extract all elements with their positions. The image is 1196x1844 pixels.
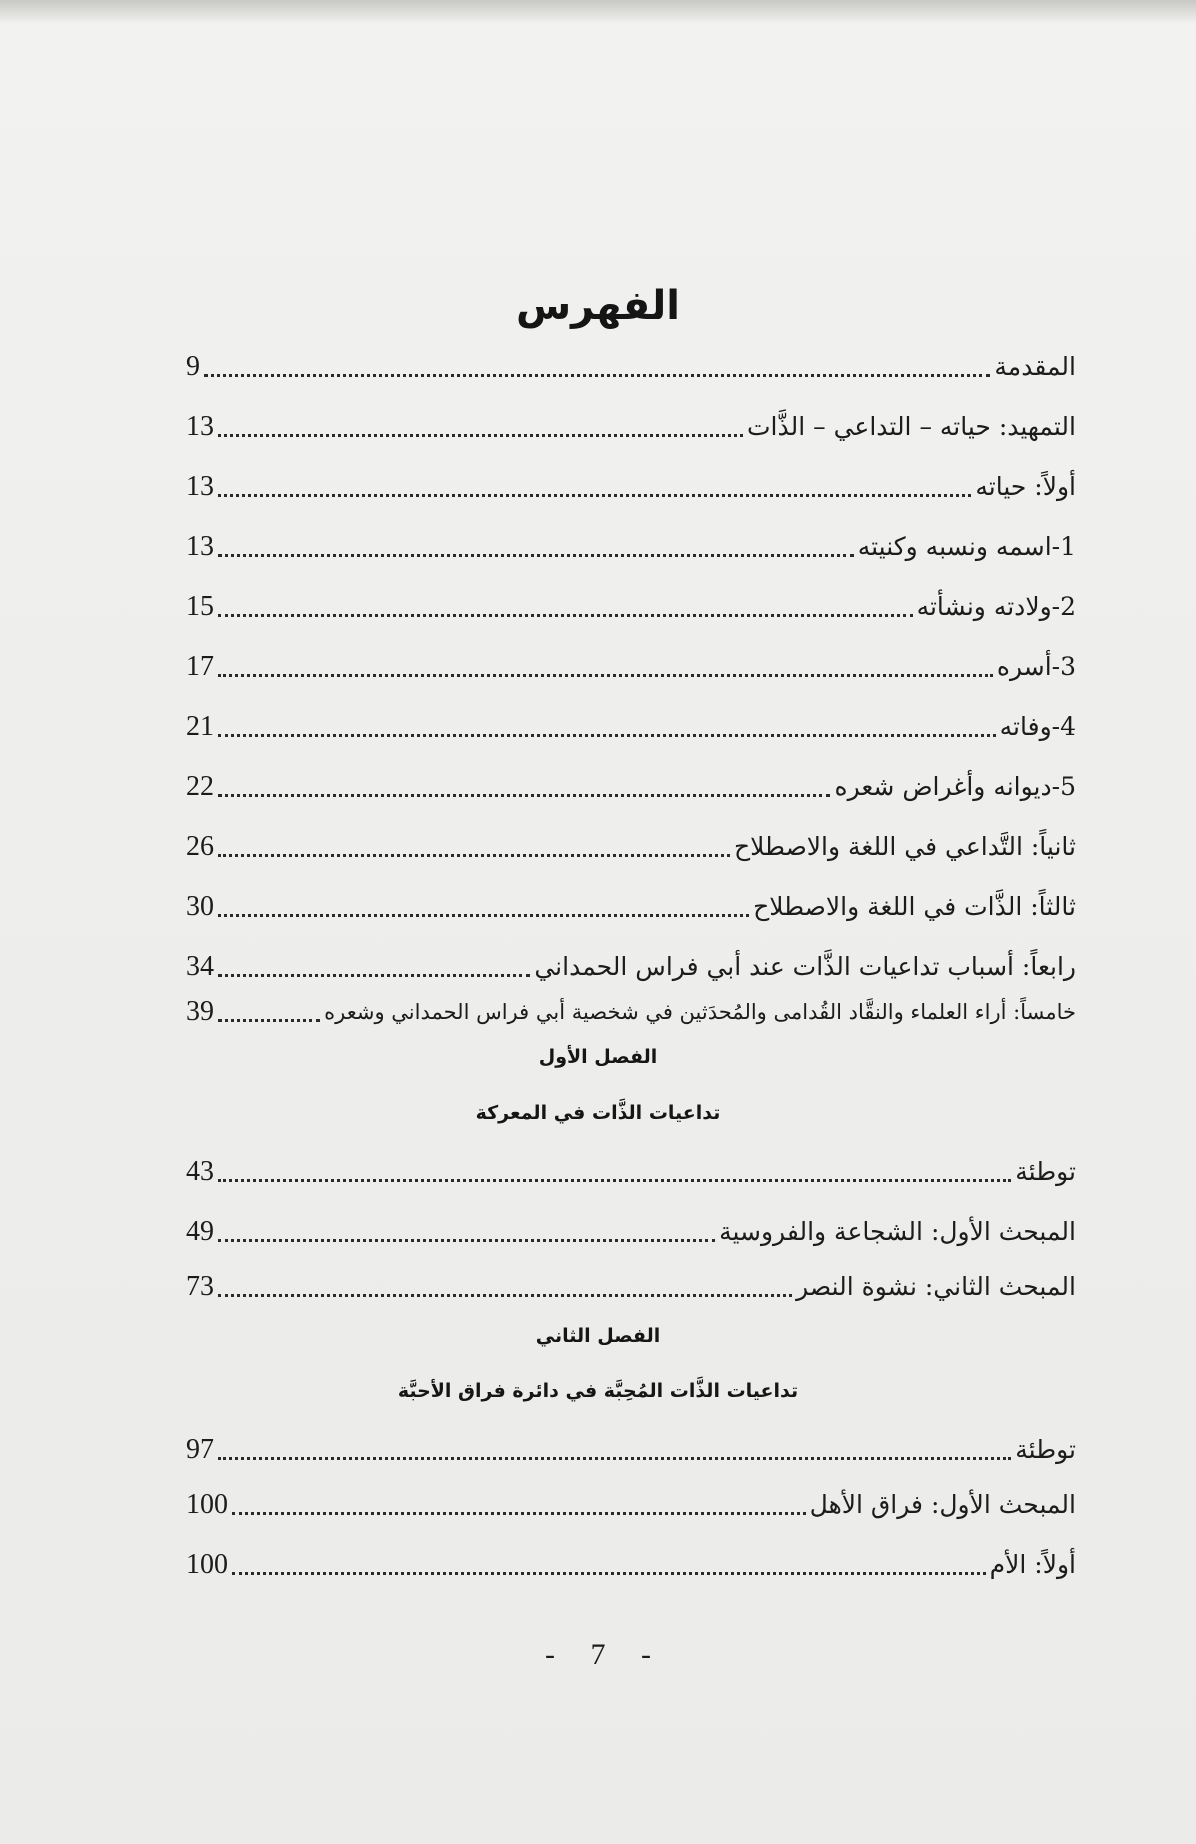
entry-title: التمهيد: حياته – التداعي – الذَّات [747, 412, 1076, 441]
entry-page: 100 [186, 1549, 228, 1580]
dot-leader [218, 493, 971, 497]
dot-leader [218, 1018, 320, 1022]
chapter-heading: الفصل الأول [538, 1046, 658, 1068]
entry-title: 5-ديوانه وأغراض شعره [834, 772, 1076, 801]
toc-entry[interactable] [186, 1210, 1076, 1250]
entry-page: 49 [186, 1216, 214, 1247]
entry-page: 17 [186, 651, 214, 682]
entry-title: المبحث الأول: فراق الأهل [809, 1490, 1076, 1519]
toc-entry[interactable] [186, 885, 1076, 925]
toc-entry[interactable] [186, 765, 1076, 805]
page-top-shadow [0, 0, 1196, 24]
entry-title: 4-وفاته [999, 712, 1076, 741]
entry-title: ثالثاً: الذَّات في اللغة والاصطلاح [753, 892, 1076, 921]
toc-entry[interactable] [186, 705, 1076, 745]
entry-title: 2-ولادته ونشأته [916, 592, 1076, 621]
entry-title: أولاً: حياته [975, 472, 1076, 501]
entry-title: توطئة [1015, 1435, 1076, 1464]
dot-leader [218, 1238, 715, 1242]
toc-entry[interactable] [186, 585, 1076, 625]
dot-leader [218, 673, 993, 677]
dot-leader [218, 433, 743, 437]
entry-title: خامساً: أراء العلماء والنقَّاد القُدامى والمُحدَثين في شخصية أبي فراس الحمداني وشعره [324, 1000, 1076, 1024]
entry-page: 100 [186, 1489, 228, 1520]
dot-leader [218, 1293, 792, 1297]
toc-entry[interactable] [186, 525, 1076, 565]
page-number: - 7 - [545, 1638, 651, 1671]
toc-entry[interactable] [186, 1543, 1076, 1583]
dot-leader [218, 853, 730, 857]
dot-leader [218, 973, 530, 977]
entry-page: 26 [186, 831, 214, 862]
entry-title: المبحث الأول: الشجاعة والفروسية [719, 1217, 1076, 1246]
entry-title: 3-أسره [996, 652, 1076, 681]
toc-entry[interactable] [186, 990, 1076, 1030]
dot-leader [218, 1456, 1011, 1460]
entry-page: 39 [186, 996, 214, 1027]
entry-title: أولاً: الأم [989, 1550, 1076, 1579]
entry-title: رابعاً: أسباب تداعيات الذَّات عند أبي فراس الحمداني [534, 952, 1076, 981]
entry-page: 13 [186, 411, 214, 442]
entry-page: 15 [186, 591, 214, 622]
dot-leader [218, 793, 830, 797]
chapter-title: تداعيات الذَّات في المعركة [475, 1102, 721, 1124]
entry-page: 73 [186, 1271, 214, 1302]
chapter-title: تداعيات الذَّات المُحِبَّة في دائرة فراق الأحبَّة [397, 1380, 799, 1402]
dot-leader [218, 913, 749, 917]
toc-entry[interactable] [186, 1150, 1076, 1190]
toc-entry[interactable] [186, 465, 1076, 505]
toc-entry[interactable] [186, 945, 1076, 985]
dot-leader [232, 1571, 986, 1575]
entry-title: 1-اسمه ونسبه وكنيته [857, 532, 1076, 561]
dot-leader [218, 553, 854, 557]
entry-page: 21 [186, 711, 214, 742]
toc-entry[interactable] [186, 405, 1076, 445]
dot-leader [218, 613, 913, 617]
toc-entry[interactable] [186, 1428, 1076, 1468]
toc-entry[interactable] [186, 825, 1076, 865]
dot-leader [204, 373, 990, 377]
entry-page: 30 [186, 891, 214, 922]
entry-page: 13 [186, 531, 214, 562]
entry-page: 34 [186, 951, 214, 982]
entry-title: المبحث الثاني: نشوة النصر [796, 1272, 1076, 1301]
toc-entry[interactable] [186, 645, 1076, 685]
toc-title: الفهرس [515, 283, 680, 329]
dot-leader [218, 733, 996, 737]
entry-title: المقدمة [994, 352, 1076, 381]
entry-title: توطئة [1015, 1157, 1076, 1186]
entry-page: 13 [186, 471, 214, 502]
chapter-heading: الفصل الثاني [535, 1325, 661, 1347]
entry-title: ثانياً: التَّداعي في اللغة والاصطلاح [734, 832, 1076, 861]
entry-page: 22 [186, 771, 214, 802]
entry-page: 97 [186, 1434, 214, 1465]
toc-entry[interactable] [186, 1483, 1076, 1523]
entry-page: 43 [186, 1156, 214, 1187]
toc-entry[interactable] [186, 1265, 1076, 1305]
dot-leader [218, 1178, 1011, 1182]
entry-page: 9 [186, 351, 200, 382]
dot-leader [232, 1511, 806, 1515]
toc-entry[interactable] [186, 345, 1076, 385]
